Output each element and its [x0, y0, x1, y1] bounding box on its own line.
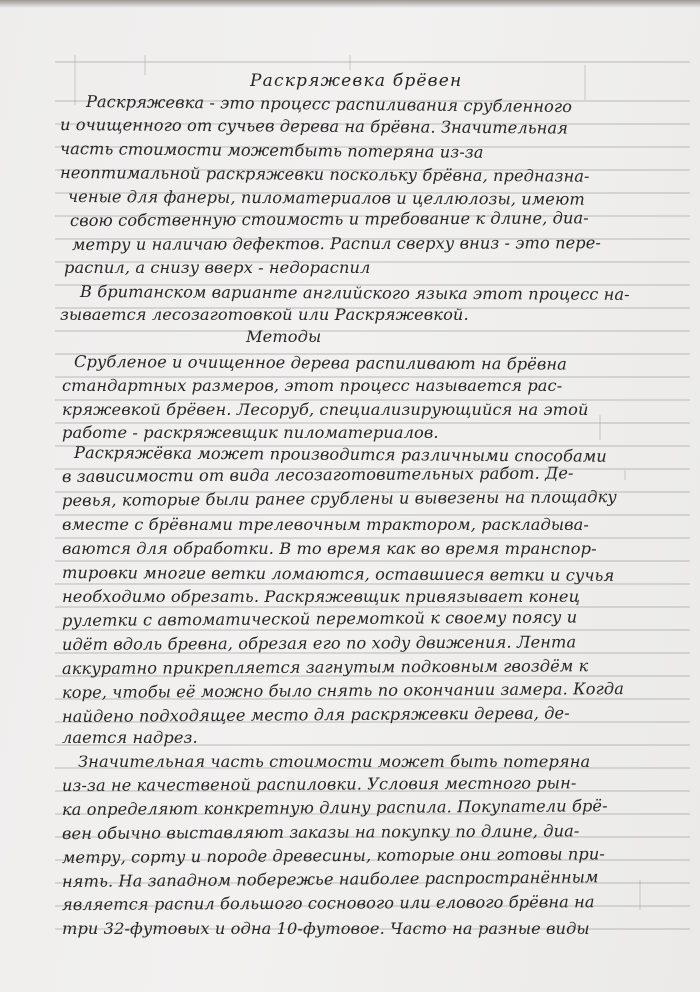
text-line: ка определяют конкретную длину распила. Покупатели брё-	[61, 796, 608, 819]
text-line: и очищенного от сучьев дерева на брёвна. Значительная	[59, 115, 569, 138]
text-line: вен обычно выставляют заказы на покупку по длине, диа-	[61, 821, 580, 843]
text-line: вместе с брёвнами трелевочным трактором, раскладыва-	[62, 515, 589, 534]
text-line: ревья, которые были ранее срублены и вывезены на площадку	[61, 487, 617, 510]
text-line: работе - раскряжевщик пиломатериалов.	[62, 423, 439, 442]
text-line: свою собственную стоимость и требование к длине, диа-	[69, 208, 589, 230]
text-line: из-за не качественой распиловки. Условия местного рын-	[61, 773, 577, 795]
text-line: три 32-футовых и одна 10-футовое. Часто на разные виды	[62, 919, 590, 938]
section-title: Методы	[246, 327, 322, 346]
text-line: часть стоимости можетбыть потеряна из-за	[59, 139, 484, 162]
text-line: нять. На западном побережье наиболее распространённым	[61, 867, 599, 891]
page-top-shadow	[0, 0, 700, 8]
text-line: кряжевкой брёвен. Лесоруб, специализирующийся на этой	[62, 400, 589, 419]
text-line: тировки многие ветки ломаются, оставшиеся ветки и сучья	[61, 563, 615, 585]
text-line: идёт вдоль бревна, обрезая его по ходу движения. Лента	[61, 632, 577, 654]
text-line: является распил большого соснового или елового брёвна на	[61, 892, 595, 914]
text-line: ченые для фанеры, пиломатериалов и целлюлозы, имеют	[67, 187, 585, 209]
text-line: стандартных размеров, этот процесс называется рас-	[62, 376, 563, 395]
text-line: рулетки с автоматической перемоткой к своему поясу и	[61, 607, 578, 630]
text-line: в зависимости от вида лесозаготовительных работ. Де-	[61, 463, 574, 486]
text-line: ваются для обработки. В то время как во время транспор-	[62, 539, 597, 558]
text-line: В британском варианте английского языка этот процесс на-	[79, 282, 630, 304]
text-line: лается надрез.	[62, 728, 198, 747]
text-line: метру и наличаю дефектов. Распил сверху вниз - это пере-	[71, 233, 602, 254]
text-line: зывается лесозаготовкой или Раскряжевкой.	[60, 305, 469, 324]
text-line: найдено подходящее место для раскряжевки дерева, де-	[61, 703, 570, 726]
text-line: метру, сорту и породе древесины, которые они готовы при-	[61, 844, 605, 867]
text-line: Раскряжевка - это процесс распиливания срубленного	[85, 92, 573, 117]
text-line: распил, а снизу вверх - недораспил	[64, 258, 371, 277]
text-line: коре, чтобы её можно было снять по окончании замера. Когда	[61, 679, 624, 702]
text-line: Срубленое и очищенное дерева распиливают на брёвна	[73, 352, 567, 374]
text-line: аккуратно прикрепляется загнутым подковным гвоздём к	[61, 656, 589, 678]
text-line: Раскряжёвка может производится различными способами	[73, 443, 607, 466]
text-line: необходимо обрезать. Раскряжевщик привязывает конец	[62, 587, 581, 606]
text-line: неоптимальной раскряжевки поскольку брёвна, предназна-	[59, 163, 590, 186]
document-title: Раскряжевка брёвен	[250, 71, 463, 91]
text-line: Значительная часть стоимости может быть потеряна	[78, 752, 591, 771]
